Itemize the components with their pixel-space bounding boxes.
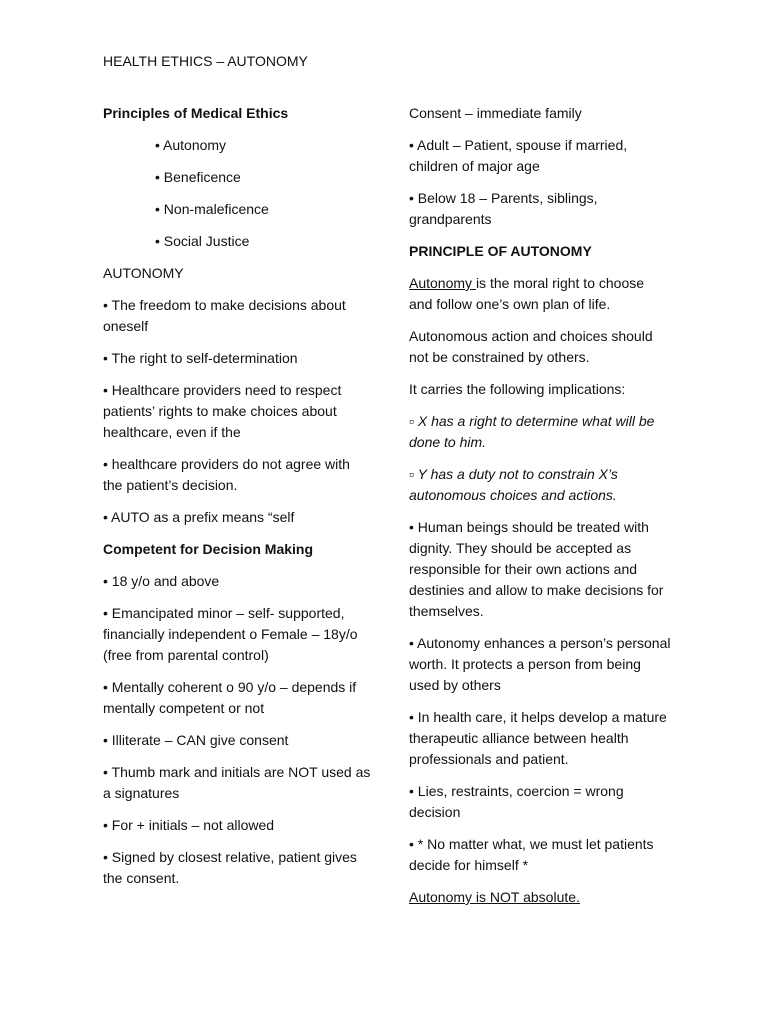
autonomy-point: • The freedom to make decisions about oneself	[103, 297, 346, 334]
autonomy-heading: AUTONOMY	[103, 265, 184, 281]
consent-point: • Below 18 – Parents, siblings, grandparents	[409, 190, 598, 227]
autonomy-point: • Autonomy enhances a person’s personal worth. It protects a person from being used by others	[409, 635, 671, 693]
principle-item: • Autonomy	[155, 137, 227, 153]
competent-point: • For + initials – not allowed	[103, 817, 275, 833]
autonomy-point: • Lies, restraints, coercion = wrong decision	[409, 783, 624, 820]
competent-point: • 18 y/o and above	[103, 573, 220, 589]
consent-line: Consent – immediate family	[409, 105, 582, 121]
competent-point: • Emancipated minor – self- supported, financially independent o Female – 18y/o (free from parental control)	[103, 605, 358, 663]
definition-text: is the moral right to choose and follow one’s own plan of life.	[409, 275, 645, 312]
competent-point: • Thumb mark and initials are NOT used as a signatures	[103, 764, 371, 801]
autonomy-point: • The right to self-determination	[103, 350, 298, 366]
right-column	[409, 103, 671, 919]
autonomy-point: • AUTO as a prefix means “self	[103, 509, 295, 525]
autonomy-definition	[409, 273, 671, 315]
principle-heading: PRINCIPLE OF AUTONOMY	[409, 243, 592, 259]
closing-statement: Autonomy is NOT absolute.	[409, 889, 580, 905]
autonomy-point: • In health care, it helps develop a mature therapeutic alliance between health professionals and patient.	[409, 709, 667, 767]
left-column	[103, 103, 373, 900]
autonomy-point: • * No matter what, we must let patients decide for himself *	[409, 836, 654, 873]
principle-item: • Social Justice	[155, 233, 250, 249]
definition-term: Autonomy	[409, 275, 476, 291]
competent-point: • Mentally coherent o 90 y/o – depends if mentally competent or not	[103, 679, 357, 716]
autonomy-point: • Healthcare providers need to respect patients’ rights to make choices about healthcare, even if the	[103, 382, 342, 440]
consent-point: • Adult – Patient, spouse if married, children of major age	[409, 137, 628, 174]
principle-item: • Beneficence	[155, 169, 241, 185]
principle-item: • Non-maleficence	[155, 201, 269, 217]
competent-point: • Illiterate – CAN give consent	[103, 732, 289, 748]
implications-intro: It carries the following implications:	[409, 381, 626, 397]
constraint-line: Autonomous action and choices should not be constrained by others.	[409, 328, 653, 365]
competent-point: • Signed by closest relative, patient gives the consent.	[103, 849, 357, 886]
autonomy-point: • healthcare providers do not agree with the patient’s decision.	[103, 456, 350, 493]
page-title: HEALTH ETHICS – AUTONOMY	[103, 53, 308, 69]
autonomy-point: • Human beings should be treated with dignity. They should be accepted as responsible for their own actions and destinies and allow to make decisions for themselves.	[409, 519, 664, 619]
principles-heading: Principles of Medical Ethics	[103, 105, 289, 121]
implication-item: ▫ Y has a duty not to constrain X’s autonomous choices and actions.	[409, 466, 618, 503]
competent-heading: Competent for Decision Making	[103, 541, 314, 557]
implication-item: ▫ X has a right to determine what will be done to him.	[409, 413, 655, 450]
